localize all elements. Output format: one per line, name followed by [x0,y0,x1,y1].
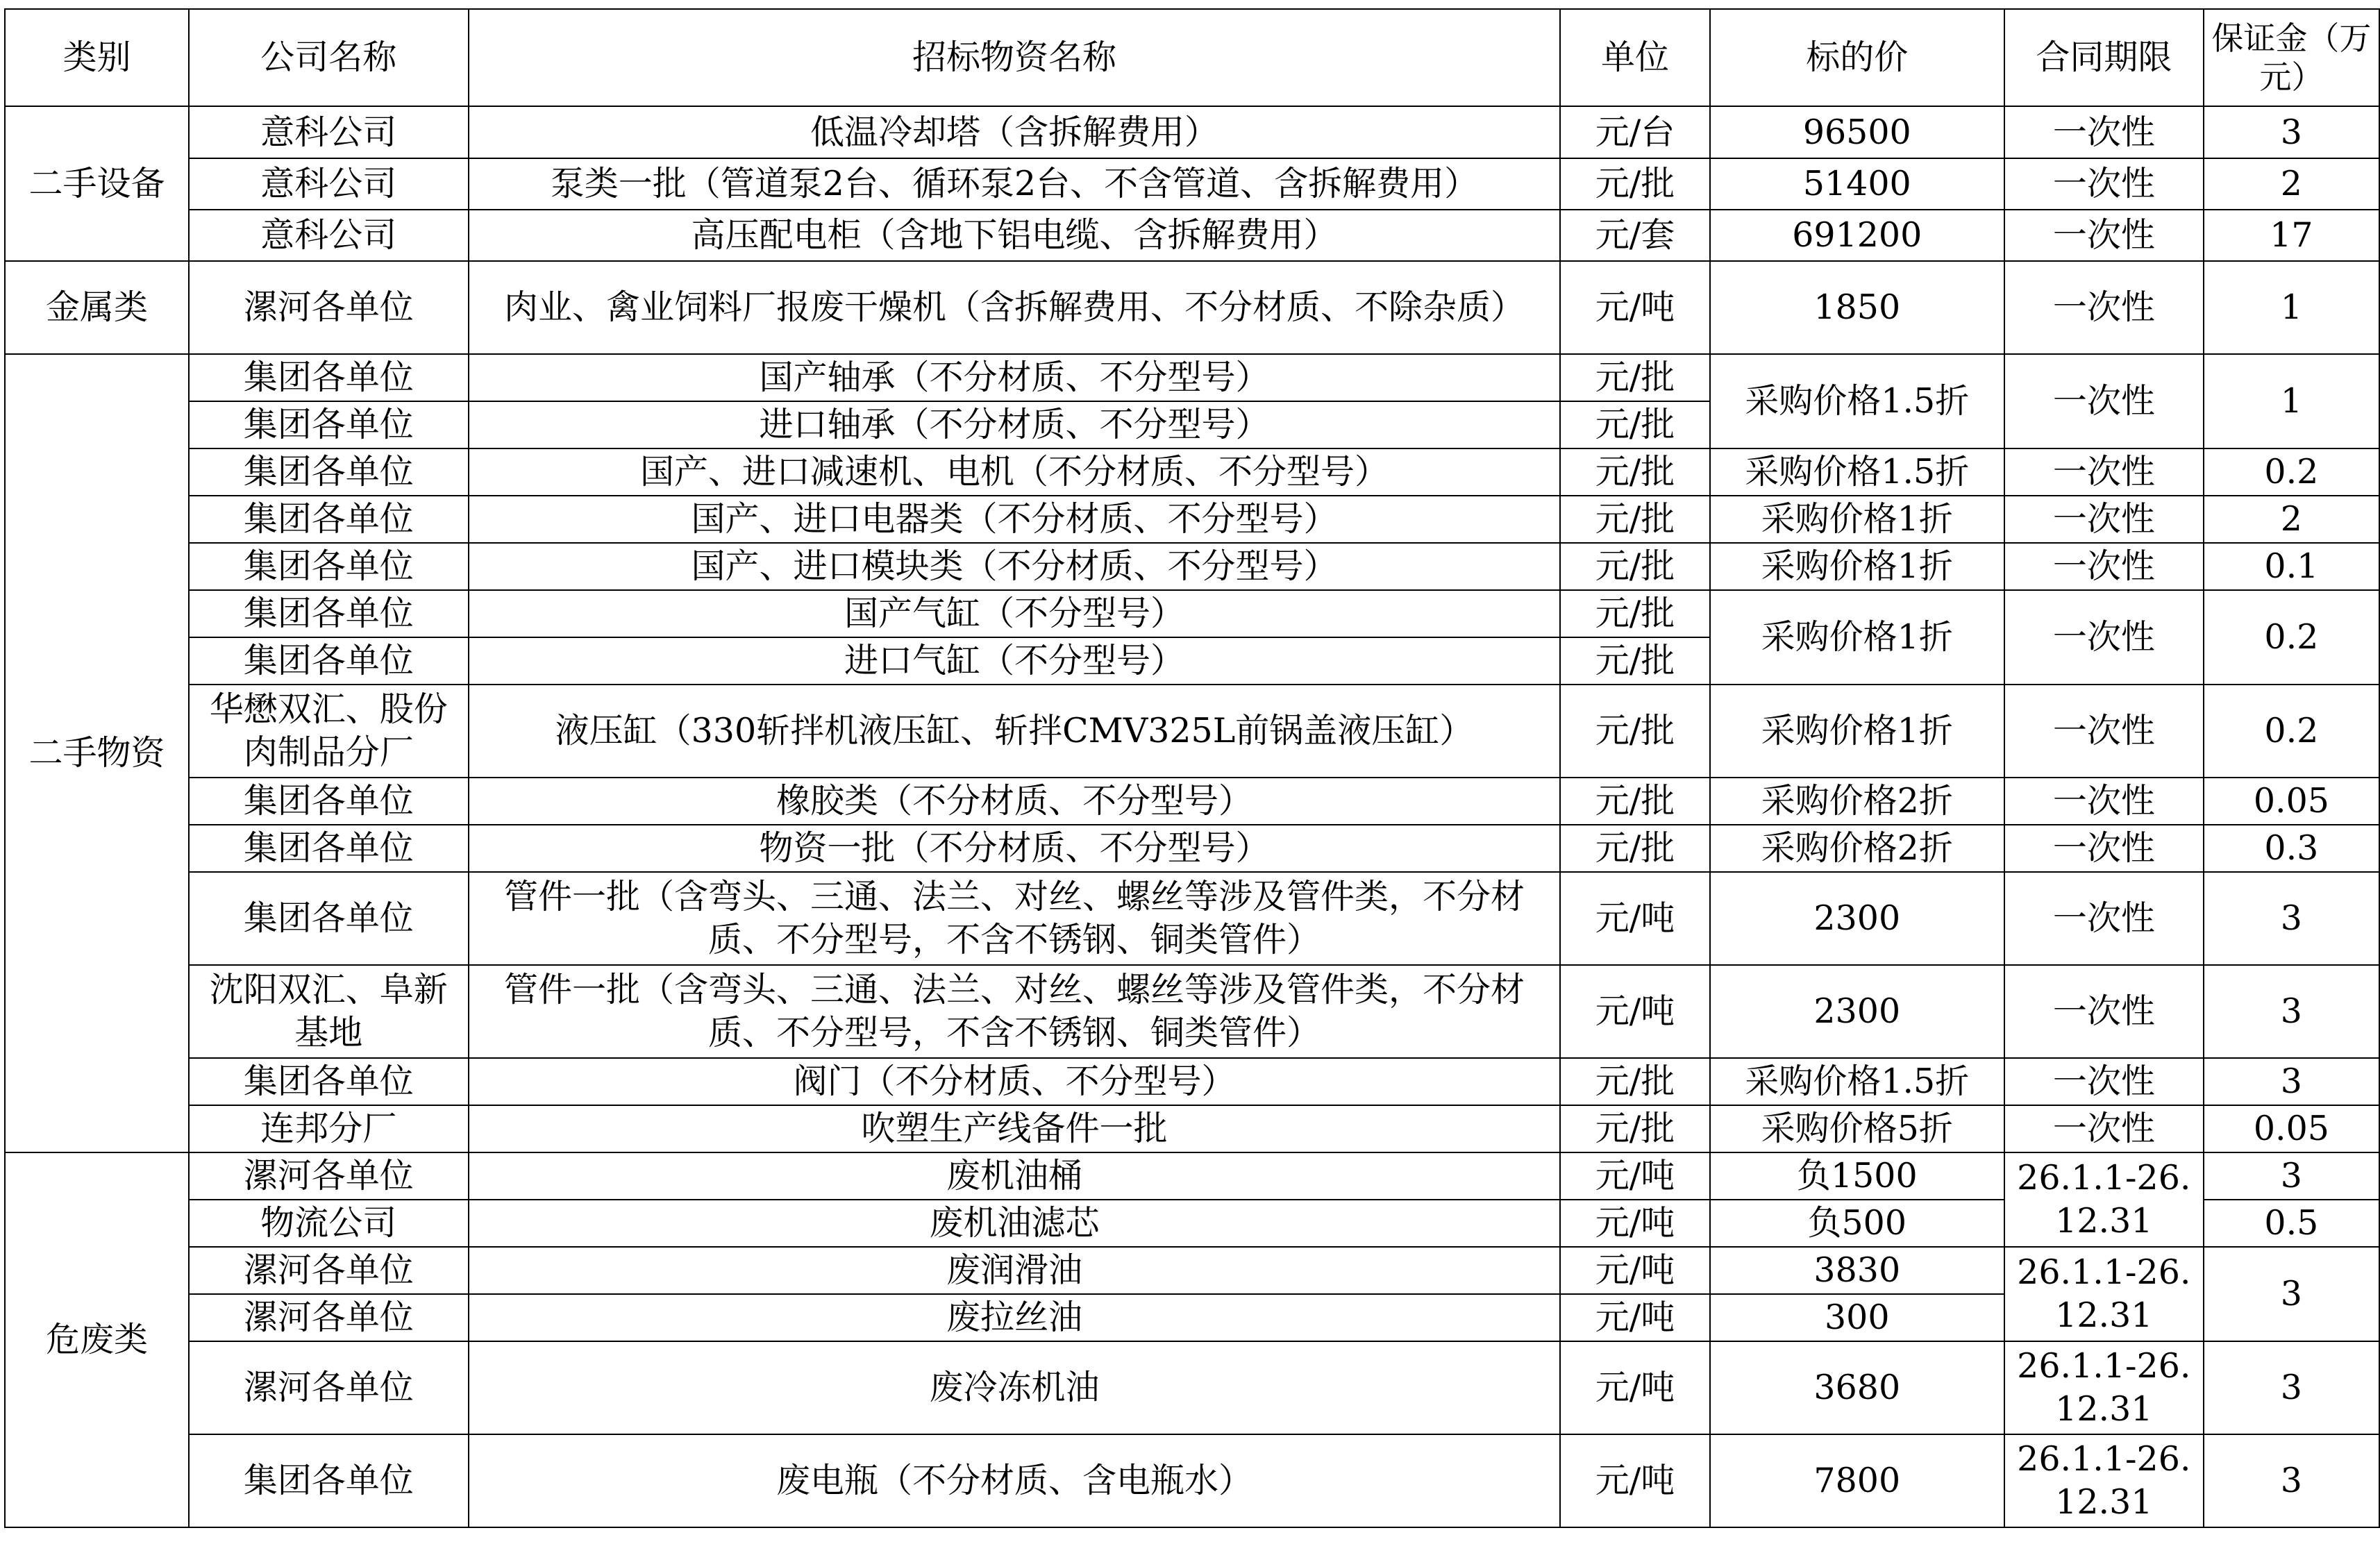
term-cell: 一次性 [2004,1105,2204,1152]
company-cell: 意科公司 [189,106,469,158]
table-row [5,590,2379,637]
header-row [5,9,2379,106]
company-cell: 漯河各单位 [189,1341,469,1434]
term-cell: 一次性 [2004,448,2204,496]
price-cell: 3830 [1710,1247,2004,1294]
table-row [5,1247,2379,1294]
table-row [5,685,2379,778]
item-cell: 废润滑油 [469,1247,1561,1294]
price-cell: 采购价格2折 [1710,825,2004,872]
unit-cell: 元/套 [1560,210,1709,261]
company-cell: 漯河各单位 [189,1152,469,1200]
table-row [5,778,2379,825]
price-cell: 采购价格5折 [1710,1105,2004,1152]
deposit-cell: 3 [2204,1341,2379,1434]
item-cell: 橡胶类（不分材质、不分型号） [469,778,1561,825]
deposit-cell: 0.2 [2204,685,2379,778]
unit-cell: 元/批 [1560,685,1709,778]
table-row [5,106,2379,158]
unit-cell: 元/吨 [1560,965,1709,1058]
company-cell: 集团各单位 [189,496,469,543]
table-row [5,210,2379,261]
unit-cell: 元/吨 [1560,1200,1709,1247]
table-row [5,825,2379,872]
item-cell: 物资一批（不分材质、不分型号） [469,825,1561,872]
price-cell: 1850 [1710,261,2004,354]
term-cell: 一次性 [2004,496,2204,543]
category-cell: 二手物资 [5,354,189,1152]
company-cell: 漯河各单位 [189,261,469,354]
unit-cell: 元/批 [1560,778,1709,825]
item-cell: 废冷冻机油 [469,1341,1561,1434]
price-cell: 负500 [1710,1200,2004,1247]
deposit-cell: 0.2 [2204,590,2379,685]
company-cell: 连邦分厂 [189,1105,469,1152]
item-cell: 废机油桶 [469,1152,1561,1200]
term-cell: 一次性 [2004,825,2204,872]
company-cell: 漯河各单位 [189,1294,469,1341]
term-cell: 一次性 [2004,590,2204,685]
header-deposit: 保证金（万元） [2204,9,2379,106]
term-cell: 一次性 [2004,1058,2204,1105]
price-cell: 300 [1710,1294,2004,1341]
deposit-cell: 3 [2204,1434,2379,1527]
term-cell: 一次性 [2004,210,2204,261]
company-cell: 集团各单位 [189,872,469,965]
company-cell: 集团各单位 [189,825,469,872]
deposit-cell: 2 [2204,158,2379,210]
item-cell: 管件一批（含弯头、三通、法兰、对丝、螺丝等涉及管件类，不分材质、不分型号，不含不锈钢、铜类管件） [469,965,1561,1058]
company-cell: 物流公司 [189,1200,469,1247]
unit-cell: 元/批 [1560,637,1709,685]
deposit-cell: 0.5 [2204,1200,2379,1247]
price-cell: 2300 [1710,965,2004,1058]
company-cell: 集团各单位 [189,401,469,448]
header-unit: 单位 [1560,9,1709,106]
deposit-cell: 1 [2204,354,2379,448]
company-cell: 华懋双汇、股份肉制品分厂 [189,685,469,778]
deposit-cell: 0.05 [2204,1105,2379,1152]
table-row [5,158,2379,210]
price-cell: 7800 [1710,1434,2004,1527]
item-cell: 国产轴承（不分材质、不分型号） [469,354,1561,401]
unit-cell: 元/批 [1560,354,1709,401]
table-row [5,1152,2379,1200]
deposit-cell: 0.3 [2204,825,2379,872]
header-category: 类别 [5,9,189,106]
price-cell: 负1500 [1710,1152,2004,1200]
unit-cell: 元/吨 [1560,1152,1709,1200]
unit-cell: 元/批 [1560,543,1709,590]
deposit-cell: 0.05 [2204,778,2379,825]
price-cell: 采购价格1.5折 [1710,448,2004,496]
table-row [5,354,2379,401]
item-cell: 高压配电柜（含地下铝电缆、含拆解费用） [469,210,1561,261]
table-row [5,496,2379,543]
deposit-cell: 0.1 [2204,543,2379,590]
item-cell: 进口气缸（不分型号） [469,637,1561,685]
term-cell: 一次性 [2004,872,2204,965]
price-cell: 691200 [1710,210,2004,261]
unit-cell: 元/吨 [1560,1434,1709,1527]
company-cell: 集团各单位 [189,354,469,401]
unit-cell: 元/吨 [1560,872,1709,965]
item-cell: 泵类一批（管道泵2台、循环泵2台、不含管道、含拆解费用） [469,158,1561,210]
price-cell: 采购价格1折 [1710,685,2004,778]
item-cell: 吹塑生产线备件一批 [469,1105,1561,1152]
term-cell: 一次性 [2004,106,2204,158]
table-row [5,1434,2379,1527]
price-cell: 96500 [1710,106,2004,158]
item-cell: 阀门（不分材质、不分型号） [469,1058,1561,1105]
unit-cell: 元/批 [1560,448,1709,496]
item-cell: 国产、进口模块类（不分材质、不分型号） [469,543,1561,590]
price-cell: 2300 [1710,872,2004,965]
table-row [5,261,2379,354]
price-cell: 采购价格1.5折 [1710,1058,2004,1105]
unit-cell: 元/批 [1560,1058,1709,1105]
price-cell: 51400 [1710,158,2004,210]
table-row [5,1058,2379,1105]
company-cell: 集团各单位 [189,590,469,637]
item-cell: 低温冷却塔（含拆解费用） [469,106,1561,158]
unit-cell: 元/批 [1560,401,1709,448]
term-cell: 一次性 [2004,778,2204,825]
term-cell: 一次性 [2004,965,2204,1058]
item-cell: 进口轴承（不分材质、不分型号） [469,401,1561,448]
unit-cell: 元/批 [1560,496,1709,543]
unit-cell: 元/吨 [1560,1341,1709,1434]
price-cell: 采购价格1折 [1710,590,2004,685]
price-cell: 采购价格1折 [1710,543,2004,590]
header-item: 招标物资名称 [469,9,1561,106]
table-row [5,965,2379,1058]
company-cell: 漯河各单位 [189,1247,469,1294]
term-cell: 26.1.1-26.12.31 [2004,1152,2204,1247]
table-row [5,543,2379,590]
price-cell: 采购价格1.5折 [1710,354,2004,448]
deposit-cell: 3 [2204,106,2379,158]
deposit-cell: 2 [2204,496,2379,543]
unit-cell: 元/台 [1560,106,1709,158]
deposit-cell: 1 [2204,261,2379,354]
price-cell: 采购价格1折 [1710,496,2004,543]
unit-cell: 元/批 [1560,825,1709,872]
term-cell: 一次性 [2004,354,2204,448]
item-cell: 废电瓶（不分材质、含电瓶水） [469,1434,1561,1527]
item-cell: 肉业、禽业饲料厂报废干燥机（含拆解费用、不分材质、不除杂质） [469,261,1561,354]
deposit-cell: 3 [2204,1058,2379,1105]
company-cell: 沈阳双汇、阜新基地 [189,965,469,1058]
price-cell: 3680 [1710,1341,2004,1434]
item-cell: 管件一批（含弯头、三通、法兰、对丝、螺丝等涉及管件类，不分材质、不分型号，不含不锈钢、铜类管件） [469,872,1561,965]
company-cell: 意科公司 [189,210,469,261]
term-cell: 一次性 [2004,685,2204,778]
company-cell: 集团各单位 [189,778,469,825]
term-cell: 一次性 [2004,543,2204,590]
deposit-cell: 17 [2204,210,2379,261]
item-cell: 液压缸（330斩拌机液压缸、斩拌CMV325L前锅盖液压缸） [469,685,1561,778]
item-cell: 国产、进口减速机、电机（不分材质、不分型号） [469,448,1561,496]
term-cell: 26.1.1-26.12.31 [2004,1434,2204,1527]
category-cell: 危废类 [5,1152,189,1527]
company-cell: 意科公司 [189,158,469,210]
unit-cell: 元/吨 [1560,261,1709,354]
category-cell: 金属类 [5,261,189,354]
header-term: 合同期限 [2004,9,2204,106]
company-cell: 集团各单位 [189,637,469,685]
item-cell: 废拉丝油 [469,1294,1561,1341]
header-company: 公司名称 [189,9,469,106]
unit-cell: 元/批 [1560,590,1709,637]
company-cell: 集团各单位 [189,543,469,590]
category-cell: 二手设备 [5,106,189,261]
term-cell: 一次性 [2004,261,2204,354]
term-cell: 一次性 [2004,158,2204,210]
unit-cell: 元/吨 [1560,1294,1709,1341]
unit-cell: 元/批 [1560,1105,1709,1152]
deposit-cell: 0.2 [2204,448,2379,496]
deposit-cell: 3 [2204,965,2379,1058]
term-cell: 26.1.1-26.12.31 [2004,1341,2204,1434]
deposit-cell: 3 [2204,872,2379,965]
item-cell: 国产、进口电器类（不分材质、不分型号） [469,496,1561,543]
deposit-cell: 3 [2204,1247,2379,1341]
item-cell: 废机油滤芯 [469,1200,1561,1247]
company-cell: 集团各单位 [189,1058,469,1105]
company-cell: 集团各单位 [189,1434,469,1527]
deposit-cell: 3 [2204,1152,2379,1200]
price-cell: 采购价格2折 [1710,778,2004,825]
item-cell: 国产气缸（不分型号） [469,590,1561,637]
tender-table [4,8,2380,1528]
unit-cell: 元/吨 [1560,1247,1709,1294]
term-cell: 26.1.1-26.12.31 [2004,1247,2204,1341]
table-row [5,448,2379,496]
header-price: 标的价 [1710,9,2004,106]
table-row [5,1105,2379,1152]
unit-cell: 元/批 [1560,158,1709,210]
company-cell: 集团各单位 [189,448,469,496]
table-row [5,872,2379,965]
table-row [5,1341,2379,1434]
